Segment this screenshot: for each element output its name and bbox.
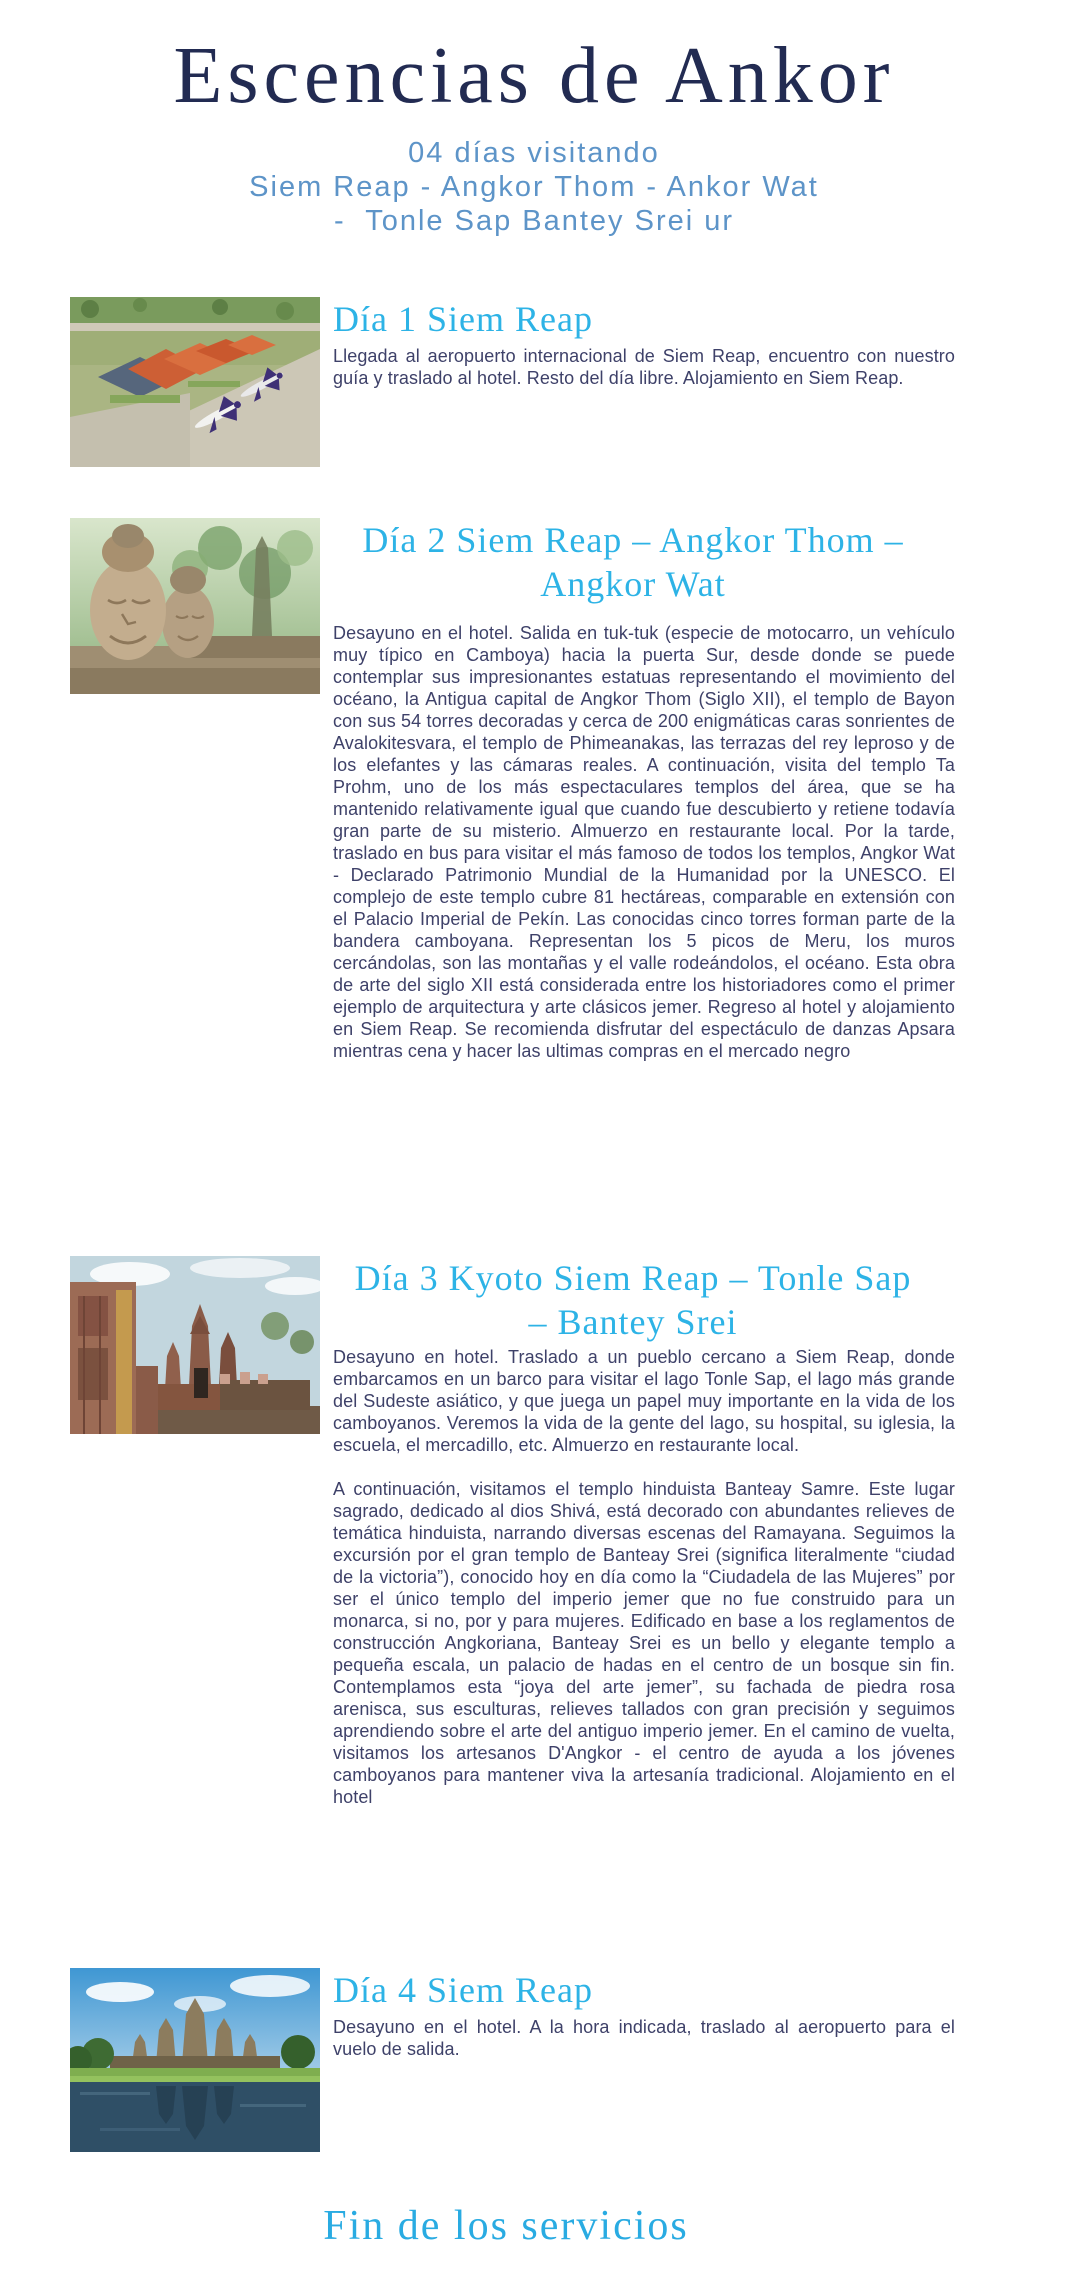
day-1-content <box>333 297 955 389</box>
day-2-heading-line-2: Angkor Wat <box>540 564 726 604</box>
day-3-description-1: Desayuno en hotel. Traslado a un pueblo cercano a Siem Reap, donde embarcamos en un barco para visitar el lago Tonle Sap, el lago más grande del Sudeste asiático, y que juega un papel muy importante en la vida de los camboyanos. Veremos la vida de la gente del lago, su hospital, su iglesia, la escuela, el mercadillo, etc. Almuerzo en restaurante local. <box>333 1347 955 1455</box>
day-4-content <box>333 1968 955 2060</box>
day-3-photo <box>70 1256 320 1434</box>
subtitle-line-2: Siem Reap - Angkor Thom - Ankor Wat <box>249 171 819 203</box>
day-3-heading <box>333 1256 933 1344</box>
day-2-content <box>333 518 955 1062</box>
footer-end-of-services: Fin de los servicios <box>323 2203 689 2249</box>
day-2-heading <box>333 518 933 606</box>
subtitle-line-3: - Tonle Sap Bantey Srei ur <box>333 205 735 237</box>
page-header <box>0 30 1068 238</box>
day-4-photo <box>70 1968 320 2152</box>
angkor-wat-illustration <box>70 1968 320 2152</box>
page-subtitle <box>0 136 1068 238</box>
day-3-section <box>70 1256 955 1808</box>
day-2-photo <box>70 518 320 694</box>
day-2-description: Desayuno en el hotel. Salida en tuk-tuk (especie de motocarro, un vehículo muy típico en Camboya) hacia la puerta Sur, desde donde se puede contemplar sus impresionantes estatuas representando el movimiento del océano, la Antigua capital de Angkor Thom (Siglo XII), el templo de Bayon con sus 54 torres decoradas y cerca de 200 enigmáticas caras sonrientes de Avalokitesvara, el templo de Phimeanakas, las terrazas del rey leproso y de los elefantes y las cámaras reales. A continuación, visita del templo Ta Prohm, uno de los más espectaculares templos del área, que se ha mantenido relativamente igual que cuando fue descubierto y retiene todavía gran parte de su misterio. Almuerzo en restaurante local. Por la tarde, traslado en bus para visitar el más famoso de todos los templos, Angkor Wat - Declarado Patrimonio Mundial de la Humanidad por la UNESCO. El complejo de este templo cubre 81 hectáreas, comparable en extensión con el Palacio Imperial de Pekín. Las conocidas cinco torres forman parte de la bandera camboyana. Representan los 5 picos de Meru, los muros cercándolas, son las montañas y el valle rodeándolos, el océano. Esta obra de arte del siglo XII está considerada entre los historiadores como el primer ejemplo de arquitectura y arte clásicos jemer. Regreso al hotel y alojamiento en Siem Reap. Se recomienda disfrutar del espectáculo de danzas Apsara mientras cena y hacer las ultimas compras en el mercado negro <box>333 623 955 1061</box>
subtitle-line-1: 04 días visitando <box>408 137 660 169</box>
page-title: Escencias de Ankor <box>173 32 895 120</box>
day-3-description-2: A continuación, visitamos el templo hinduista Banteay Samre. Este lugar sagrado, dedicado al dios Shivá, está decorado con abundantes relieves de temática hinduista, narrando diversas escenas del Ramayana. Seguimos la excursión por el gran templo de Banteay Srei (significa literalmente “ciudad de la victoria”), conocido hoy en día como la “Ciudadela de las Mujeres” por ser el único templo del imperio jemer que no fue construido para un monarca, si no, por y para mujeres. Edificado en base a los reglamentos de construcción Angkoriana, Banteay Srei es un bello y elegante templo a pequeña escala, un palacio de hadas en el centro de un bosque sin fin. Contemplamos esta “joya del arte jemer”, su fachada de piedra rosa arenisca, sus esculturas, relieves tallados con gran precisión y seguimos aprendiendo sobre el arte del antiguo imperio jemer. En el camino de vuelta, visitamos los artesanos D'Angkor - el centro de ayuda a los jóvenes camboyanos para mantener viva la artesanía tradicional. Alojamiento en el hotel <box>333 1479 955 1807</box>
day-1-photo <box>70 297 320 467</box>
day-3-heading-line-1: Día 3 Kyoto Siem Reap – Tonle Sap <box>354 1258 912 1298</box>
stone-faces-illustration <box>70 518 320 694</box>
day-1-description: Llegada al aeropuerto internacional de Siem Reap, encuentro con nuestro guía y traslado al hotel. Resto del día libre. Alojamiento en Siem Reap. <box>333 346 955 388</box>
pink-temple-illustration <box>70 1256 320 1434</box>
airport-aerial-illustration <box>70 297 320 467</box>
day-4-heading: Día 4 Siem Reap <box>333 1970 593 2010</box>
day-3-content <box>333 1256 955 1808</box>
day-1-section <box>70 297 955 467</box>
day-1-heading: Día 1 Siem Reap <box>333 299 593 339</box>
day-2-heading-line-1: Día 2 Siem Reap – Angkor Thom – <box>362 520 904 560</box>
day-3-heading-line-2: – Bantey Srei <box>528 1302 738 1342</box>
day-2-section <box>70 518 955 1062</box>
day-4-description: Desayuno en el hotel. A la hora indicada, traslado al aeropuerto para el vuelo de salida. <box>333 2017 955 2059</box>
day-4-section <box>70 1968 955 2152</box>
